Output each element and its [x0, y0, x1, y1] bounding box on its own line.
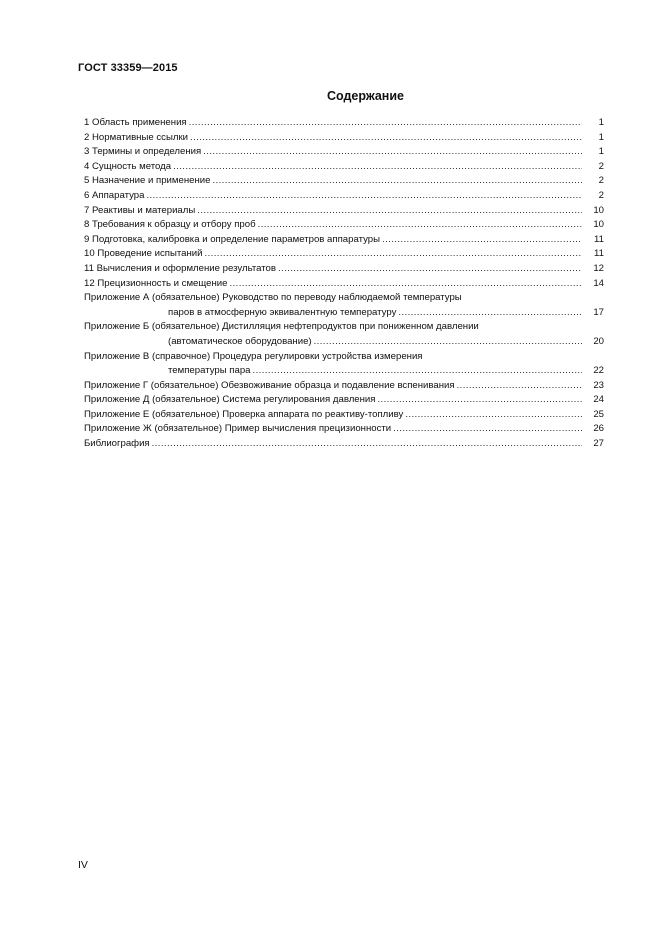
toc-entry-text: 12 Прецизионность и смещение — [84, 277, 228, 289]
toc-entry-line — [84, 189, 604, 204]
toc-entry-line — [84, 408, 604, 423]
toc-entry — [84, 422, 604, 437]
toc-entry-line — [84, 174, 604, 189]
toc-entry-text: Приложение Д (обязательное) Система регулирования давления — [84, 394, 376, 406]
toc-dot-leader — [189, 116, 582, 131]
toc-entry-page: 26 — [593, 423, 604, 435]
toc-entry-line — [84, 247, 604, 262]
toc-entry-text: Приложение Б (обязательное) Дистилляция нефтепродуктов при пониженном давлении — [84, 321, 479, 333]
toc-title: Содержание — [326, 89, 404, 103]
toc-entry-page: 12 — [593, 262, 604, 274]
toc-dot-leader — [205, 247, 583, 262]
toc-entry-page: 10 — [593, 204, 604, 216]
toc-entry-page: 24 — [593, 394, 604, 406]
toc-entry-continuation — [84, 364, 604, 379]
toc-entry-text: 6 Аппаратура — [84, 189, 145, 201]
toc-entry — [84, 160, 604, 175]
toc-entry — [84, 437, 604, 452]
toc-entry — [84, 393, 604, 408]
toc-entry — [84, 277, 604, 292]
toc-entry-line — [84, 350, 604, 365]
toc-entry-page: 1 — [598, 146, 604, 158]
toc-entry-continuation — [84, 335, 604, 350]
page-number: IV — [78, 859, 88, 871]
toc-entry-page: 17 — [593, 306, 604, 318]
toc-dot-leader — [278, 262, 582, 277]
toc-dot-leader — [314, 335, 582, 350]
toc-entry-page: 22 — [593, 365, 604, 377]
toc-entry — [84, 131, 604, 146]
toc-entry-line — [84, 393, 604, 408]
toc-dot-leader — [258, 218, 582, 233]
toc-entry-text: 1 Область применения — [84, 117, 187, 128]
toc-entry-text: 3 Термины и определения — [84, 146, 202, 158]
toc-entry — [84, 218, 604, 233]
toc-entry-line — [84, 422, 604, 437]
toc-entry-text: Приложение Е (обязательное) Проверка аппарата по реактиву-топливу — [84, 408, 404, 420]
toc-entry-line — [84, 131, 604, 146]
toc-dot-leader — [398, 306, 582, 321]
toc-entry-page: 2 — [598, 175, 604, 187]
toc-entry-text: 9 Подготовка, калибровка и определение параметров аппаратуры — [84, 233, 381, 245]
toc-entry-continuation — [84, 306, 604, 321]
toc-entry-line — [84, 291, 604, 306]
toc-entry-page: 10 — [593, 219, 604, 231]
toc-entry — [84, 320, 604, 349]
toc-dot-leader — [212, 174, 582, 189]
toc-entry-text: Библиография — [84, 438, 150, 450]
toc-entry-text: 10 Проведение испытаний — [84, 248, 203, 260]
toc-entry-text: Приложение А (обязательное) Руководство по переводу наблюдаемой температуры — [84, 292, 462, 304]
toc-dot-leader — [393, 422, 582, 437]
toc-dot-leader — [377, 393, 582, 408]
toc-entry — [84, 204, 604, 219]
toc-entry-page: 25 — [593, 408, 604, 420]
toc-entry-line — [84, 116, 604, 131]
toc-dot-leader — [203, 145, 582, 160]
toc-entry-page: 1 — [598, 117, 604, 128]
toc-entry-text: температуры пара — [168, 365, 251, 377]
toc-entry-page: 2 — [598, 160, 604, 172]
toc-entry-line — [84, 145, 604, 160]
toc-entry-text: 5 Назначение и применение — [84, 175, 211, 187]
toc-dot-leader — [405, 408, 582, 423]
toc-dot-leader — [197, 204, 582, 219]
toc-entry — [84, 379, 604, 394]
toc-dot-leader — [230, 277, 582, 292]
toc-entry-page: 23 — [593, 379, 604, 391]
toc-entry-text: 7 Реактивы и материалы — [84, 204, 196, 216]
toc-entry-text: 8 Требования к образцу и отбору проб — [84, 219, 256, 231]
toc-entry-text: Приложение В (справочное) Процедура регулировки устройства измерения — [84, 350, 423, 362]
toc-entry-text: Приложение Ж (обязательное) Пример вычисления прецизионности — [84, 423, 392, 435]
toc-entry — [84, 233, 604, 248]
toc-list — [84, 116, 604, 452]
toc-dot-leader — [152, 437, 582, 452]
toc-entry-page: 1 — [598, 131, 604, 143]
toc-entry-text: 11 Вычисления и оформление результатов — [84, 262, 276, 274]
toc-entry — [84, 116, 604, 131]
toc-entry-line — [84, 233, 604, 248]
toc-entry — [84, 350, 604, 379]
toc-entry — [84, 145, 604, 160]
toc-dot-leader — [190, 131, 582, 146]
toc-dot-leader — [146, 189, 582, 204]
toc-dot-leader — [253, 364, 583, 379]
toc-entry-page: 11 — [594, 248, 604, 260]
toc-entry — [84, 174, 604, 189]
document-header-id: ГОСТ 33359—2015 — [78, 62, 178, 74]
toc-entry-text: паров в атмосферную эквивалентную температуру — [168, 306, 397, 318]
toc-entry-line — [84, 160, 604, 175]
toc-entry-page: 27 — [593, 438, 604, 450]
toc-entry-line — [84, 379, 604, 394]
toc-entry — [84, 408, 604, 423]
toc-dot-leader — [457, 379, 582, 394]
toc-entry — [84, 189, 604, 204]
toc-entry-line — [84, 437, 604, 452]
toc-entry — [84, 262, 604, 277]
toc-entry-text: (автоматическое оборудование) — [168, 335, 312, 347]
toc-entry-text: 2 Нормативные ссылки — [84, 131, 189, 143]
toc-entry-text: Приложение Г (обязательное) Обезвоживание образца и подавление вспенивания — [84, 379, 455, 391]
toc-entry-page: 11 — [594, 233, 604, 245]
toc-entry-line — [84, 262, 604, 277]
toc-entry-text: 4 Сущность метода — [84, 160, 172, 172]
toc-entry-page: 14 — [593, 277, 604, 289]
toc-dot-leader — [382, 233, 582, 248]
toc-entry-line — [84, 218, 604, 233]
toc-entry — [84, 247, 604, 262]
toc-entry-page: 2 — [598, 189, 604, 201]
toc-entry-line — [84, 320, 604, 335]
toc-entry — [84, 291, 604, 320]
toc-dot-leader — [173, 160, 582, 175]
toc-entry-line — [84, 204, 604, 219]
toc-entry-page: 20 — [593, 335, 604, 347]
toc-entry-line — [84, 277, 604, 292]
